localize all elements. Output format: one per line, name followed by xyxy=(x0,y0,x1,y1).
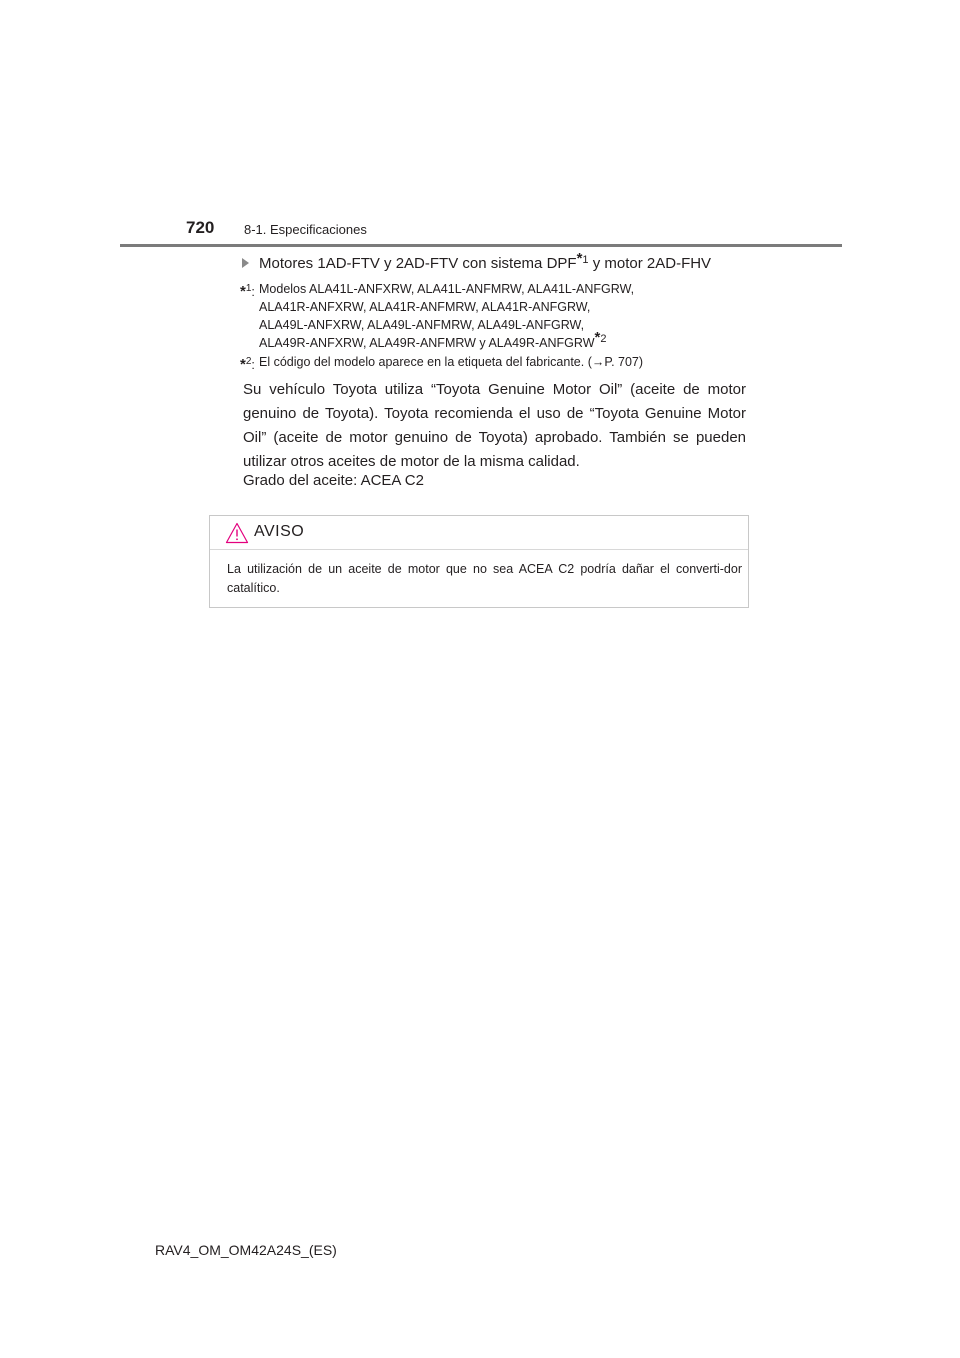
bullet-text-after: y motor 2AD-FHV xyxy=(588,255,712,272)
page-reference-link[interactable]: P. 707) xyxy=(604,355,644,369)
footnote-2 xyxy=(240,353,644,374)
oil-grade: Grado del aceite: ACEA C2 xyxy=(243,472,424,489)
bullet-text: Motores 1AD-FTV y 2AD-FTV con sistema DPF xyxy=(259,255,577,272)
page-number: 720 xyxy=(186,218,215,237)
section-title: 8-1. Especificaciones xyxy=(244,222,367,237)
notice-box xyxy=(209,515,749,608)
notice-header xyxy=(210,516,748,550)
oil-paragraph: Su vehículo Toyota utiliza “Toyota Genuine Motor Oil” (aceite de motor genuino de Toyota). Toyota recomienda el uso de “Toyota Genuine Motor Oil” (aceite de motor genuino de Toyota) aprobado. También se pueden utilizar otros aceites de motor de la misma calidad. xyxy=(243,381,746,470)
header-rule xyxy=(120,244,842,247)
document-footer: RAV4_OM_OM42A24S_(ES) xyxy=(155,1242,337,1258)
footnote-2-marker: *$^2$: xyxy=(240,356,255,373)
footnote-1-marker: *$^1$: xyxy=(240,283,255,300)
notice-title: AVISO xyxy=(254,523,305,540)
footnote-1-line: ALA41R-ANFXRW, ALA41R-ANFMRW, ALA41R-ANFGRW, xyxy=(259,300,591,314)
footnote-1-line: ALA49R-ANFXRW, ALA49R-ANFMRW y ALA49R-ANFGRW$^{*2}$ xyxy=(259,329,607,350)
footnote-ref-2: *2 xyxy=(594,329,607,346)
footnote-1-body xyxy=(259,280,799,352)
bullet-engine-line xyxy=(242,250,712,272)
footnote-ref-1: *1 xyxy=(576,250,589,267)
arrow-icon: → xyxy=(591,355,605,369)
footnote-1-line: Modelos ALA41L-ANFXRW, ALA41L-ANFMRW, ALA41L-ANFGRW, xyxy=(259,282,635,296)
triangle-bullet-icon xyxy=(242,258,249,268)
warning-triangle-icon xyxy=(225,522,249,544)
footnote-2-body: El código del modelo aparece en la etiqueta del fabricante. (→P. 707) xyxy=(259,355,644,369)
footnote-1 xyxy=(240,280,635,350)
footnote-1-line: ALA49L-ANFXRW, ALA49L-ANFMRW, ALA49L-ANFGRW, xyxy=(259,318,585,332)
notice-text: La utilización de un aceite de motor que no sea ACEA C2 podría dañar el converti-dor catalítico. xyxy=(227,562,742,595)
